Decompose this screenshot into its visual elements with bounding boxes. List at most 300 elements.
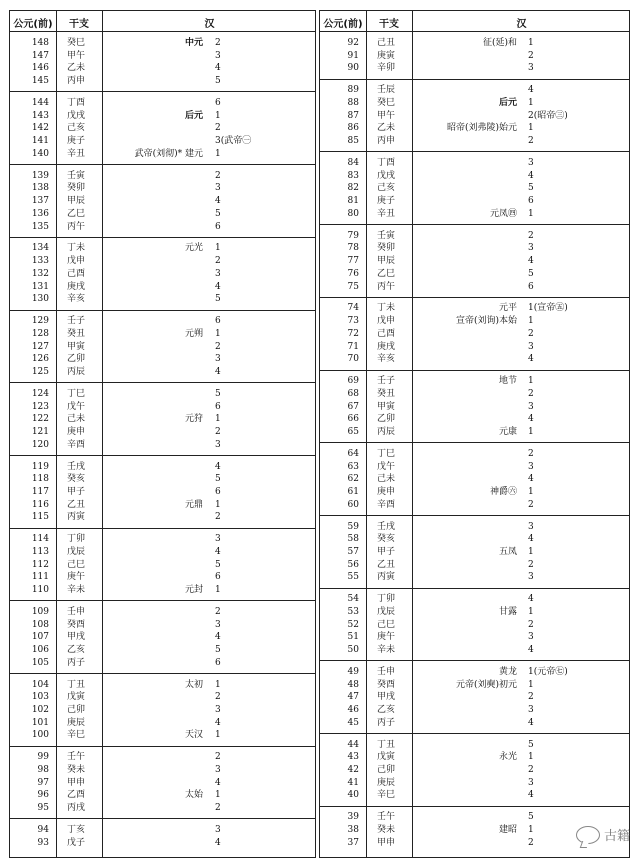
year-cell: 69: [347, 376, 359, 387]
ganzhi-cell: 甲申: [67, 777, 86, 788]
reign-year-cell: 1: [528, 486, 534, 497]
group-separator: [320, 370, 629, 371]
year-cell: 102: [31, 705, 49, 715]
group-separator: [320, 442, 629, 443]
reign-year-cell: 2: [528, 837, 534, 848]
table-right: [319, 10, 630, 858]
reign-year-cell: 6: [215, 98, 221, 108]
ganzhi-cell: 壬午: [67, 752, 86, 763]
year-cell: 87: [347, 110, 359, 121]
year-cell: 108: [31, 619, 49, 630]
year-cell: 121: [31, 426, 49, 437]
year-cell: 52: [347, 619, 359, 630]
ganzhi-cell: 甲午: [377, 110, 396, 121]
era-cell: 天汉: [184, 730, 203, 741]
ganzhi-cell: 乙巳: [67, 208, 86, 219]
wechat-icon: [576, 826, 600, 844]
watermark: [576, 825, 630, 844]
ganzhi-cell: 庚申: [67, 426, 86, 437]
year-cell: 84: [347, 158, 359, 168]
year-cell: 64: [347, 448, 359, 459]
year-cell: 38: [347, 825, 359, 835]
ganzhi-cell: 辛丑: [377, 208, 396, 219]
year-cell: 73: [347, 316, 359, 327]
reign-year-cell: 2: [215, 752, 221, 763]
year-cell: 130: [31, 294, 49, 305]
ganzhi-cell: 甲申: [377, 837, 396, 848]
ganzhi-cell: 癸未: [377, 825, 396, 835]
ganzhi-cell: 戊午: [67, 401, 86, 412]
reign-year-cell: 3: [528, 243, 534, 254]
reign-year-cell: 4: [528, 594, 534, 605]
ganzhi-cell: 庚辰: [377, 777, 396, 788]
era-cell: 太始: [184, 790, 203, 801]
ganzhi-cell: 己亥: [377, 183, 396, 194]
year-cell: 60: [347, 499, 359, 510]
era-cell: 甘露: [498, 606, 517, 617]
ganzhi-cell: 戊辰: [377, 606, 396, 617]
year-cell: 107: [31, 632, 49, 643]
ganzhi-cell: 丙戌: [67, 803, 86, 814]
year-cell: 41: [347, 777, 359, 788]
reign-year-cell: 5: [215, 76, 221, 87]
reign-year-cell: 3: [528, 158, 534, 168]
year-cell: 62: [347, 474, 359, 485]
header-han: 汉: [204, 19, 215, 30]
year-cell: 40: [347, 790, 359, 801]
year-cell: 44: [347, 739, 359, 750]
reign-year-cell: 4: [215, 632, 221, 643]
ganzhi-cell: 己酉: [67, 268, 86, 279]
ganzhi-cell: 壬午: [377, 812, 396, 823]
year-cell: 138: [31, 183, 49, 194]
ganzhi-cell: 戊戌: [67, 110, 86, 121]
year-cell: 118: [31, 474, 49, 485]
ganzhi-cell: 戊子: [67, 837, 86, 848]
year-cell: 147: [31, 50, 49, 61]
reign-year-cell: 1: [528, 98, 534, 108]
ganzhi-cell: 辛酉: [67, 439, 86, 450]
reign-year-cell: 3: [215, 183, 221, 194]
ganzhi-cell: 庚午: [67, 572, 86, 583]
reign-year-cell: 1: [215, 790, 221, 801]
year-cell: 139: [31, 170, 49, 181]
year-cell: 53: [347, 606, 359, 617]
ganzhi-cell: 乙巳: [377, 268, 396, 279]
ganzhi-cell: 辛亥: [67, 294, 86, 305]
reign-year-cell: 3: [215, 354, 221, 365]
year-cell: 51: [347, 632, 359, 643]
reign-year-cell: 4: [215, 281, 221, 292]
reign-year-cell: 1: [528, 426, 534, 437]
ganzhi-cell: 壬寅: [67, 170, 86, 181]
ganzhi-cell: 庚午: [377, 632, 396, 643]
group-separator: [10, 382, 315, 383]
reign-year-cell: 4: [215, 546, 221, 557]
header-ganzhi: 干支: [69, 19, 89, 30]
year-cell: 105: [31, 657, 49, 668]
ganzhi-cell: 壬寅: [377, 230, 396, 241]
reign-year-cell: 5: [528, 812, 534, 823]
era-cell: 征(延)和: [482, 38, 517, 48]
ganzhi-cell: 己未: [377, 474, 396, 485]
ganzhi-cell: 癸未: [67, 765, 86, 775]
header-han: 汉: [516, 19, 527, 30]
year-cell: 49: [347, 666, 359, 677]
ganzhi-cell: 乙卯: [377, 414, 396, 425]
year-cell: 144: [31, 98, 49, 108]
ganzhi-cell: 戊寅: [377, 752, 396, 763]
reign-year-cell: 2: [215, 123, 221, 134]
reign-year-cell: 2: [215, 256, 221, 267]
reign-year-cell: 4: [528, 256, 534, 267]
reign-year-cell: 6: [528, 281, 534, 292]
reign-year-cell: 2: [528, 448, 534, 459]
ganzhi-cell: 甲辰: [67, 196, 86, 207]
reign-year-cell: 2: [215, 341, 221, 352]
reign-year-cell: 2: [215, 170, 221, 181]
reign-year-cell: 4: [215, 717, 221, 728]
year-cell: 140: [31, 148, 49, 159]
ganzhi-cell: 乙亥: [377, 705, 396, 715]
ganzhi-cell: 癸卯: [377, 243, 396, 254]
year-cell: 137: [31, 196, 49, 207]
ganzhi-cell: 丁酉: [67, 98, 86, 108]
year-cell: 119: [31, 461, 49, 472]
group-separator: [10, 746, 315, 747]
reign-year-cell: 3: [528, 461, 534, 472]
year-cell: 71: [347, 341, 359, 352]
year-cell: 116: [31, 499, 49, 510]
year-cell: 47: [347, 692, 359, 703]
ganzhi-cell: 乙酉: [67, 790, 86, 801]
reign-year-cell: 3: [528, 705, 534, 715]
ganzhi-cell: 庚戌: [67, 281, 86, 292]
era-cell: 元狩: [184, 414, 203, 425]
reign-year-cell: 1: [215, 499, 221, 510]
ganzhi-cell: 戊午: [377, 461, 396, 472]
year-cell: 101: [31, 717, 49, 728]
reign-year-cell: 6: [215, 572, 221, 583]
reign-year-cell: 3: [215, 534, 221, 545]
ganzhi-cell: 甲戌: [377, 692, 396, 703]
header-year: 公元(前): [13, 19, 53, 30]
reign-year-cell: 1: [215, 110, 221, 121]
ganzhi-cell: 癸酉: [377, 679, 396, 690]
year-cell: 77: [347, 256, 359, 267]
reign-year-cell: 6: [215, 316, 221, 327]
ganzhi-cell: 壬子: [67, 316, 86, 327]
year-cell: 115: [31, 512, 49, 523]
reign-year-cell: 2: [215, 803, 221, 814]
ganzhi-cell: 辛未: [67, 585, 86, 595]
year-cell: 42: [347, 765, 359, 775]
reign-year-cell: 5: [528, 183, 534, 194]
era-cell: 元平: [498, 303, 517, 314]
reign-year-cell: 1: [528, 546, 534, 557]
ganzhi-cell: 丙寅: [67, 512, 86, 523]
era-cell: 元封: [184, 585, 203, 595]
ganzhi-cell: 甲戌: [67, 632, 86, 643]
group-separator: [10, 600, 315, 601]
reign-year-cell: 4: [215, 461, 221, 472]
era-cell: 元鼎: [184, 499, 203, 510]
reign-year-cell: 1: [528, 376, 534, 387]
reign-year-cell: 6: [215, 657, 221, 668]
reign-year-cell: 1: [215, 328, 221, 339]
ganzhi-cell: 壬申: [67, 606, 86, 617]
ganzhi-cell: 庚辰: [67, 717, 86, 728]
ganzhi-cell: 辛丑: [67, 148, 86, 159]
year-cell: 131: [31, 281, 49, 292]
ganzhi-cell: 己巳: [67, 559, 86, 570]
group-separator: [320, 79, 629, 80]
year-cell: 43: [347, 752, 359, 763]
ganzhi-cell: 甲辰: [377, 256, 396, 267]
reign-year-cell: 1: [528, 679, 534, 690]
reign-year-cell: 4: [528, 85, 534, 96]
era-cell: 元帝(刘奭)初元: [455, 679, 517, 690]
reign-year-cell: 2: [528, 328, 534, 339]
reign-year-cell: 1: [215, 414, 221, 425]
ganzhi-cell: 己未: [67, 414, 86, 425]
year-cell: 148: [31, 38, 49, 48]
reign-year-cell: 1: [528, 606, 534, 617]
ganzhi-cell: 己巳: [377, 619, 396, 630]
reign-year-cell: 3(武帝㊀: [215, 136, 252, 147]
ganzhi-cell: 癸酉: [67, 619, 86, 630]
reign-year-cell: 3: [215, 705, 221, 715]
ganzhi-cell: 乙丑: [67, 499, 86, 510]
reign-year-cell: 5: [215, 645, 221, 655]
table-left: [9, 10, 316, 858]
reign-year-cell: 2: [528, 136, 534, 147]
reign-year-cell: 2: [528, 765, 534, 775]
ganzhi-cell: 壬戌: [67, 461, 86, 472]
group-separator: [10, 91, 315, 92]
year-cell: 92: [347, 38, 359, 48]
ganzhi-cell: 丁巳: [377, 448, 396, 459]
ganzhi-cell: 癸巳: [377, 98, 396, 108]
reign-year-cell: 2: [215, 692, 221, 703]
year-cell: 112: [31, 559, 49, 570]
ganzhi-cell: 辛巳: [67, 730, 86, 741]
year-cell: 129: [31, 316, 49, 327]
year-cell: 99: [37, 752, 49, 763]
ganzhi-cell: 丙午: [67, 221, 86, 232]
ganzhi-cell: 丙寅: [377, 572, 396, 583]
reign-year-cell: 4: [528, 717, 534, 728]
year-cell: 113: [31, 546, 49, 557]
era-cell: 中元: [184, 38, 203, 48]
reign-year-cell: 2: [528, 559, 534, 570]
era-cell: 元光: [184, 243, 203, 254]
reign-year-cell: 1(元帝㊆): [528, 666, 568, 677]
ganzhi-cell: 己卯: [377, 765, 396, 775]
year-cell: 109: [31, 606, 49, 617]
reign-year-cell: 2: [215, 426, 221, 437]
era-cell: 后元: [498, 98, 517, 108]
group-separator: [10, 673, 315, 674]
year-cell: 61: [347, 486, 359, 497]
reign-year-cell: 2: [215, 512, 221, 523]
year-cell: 123: [31, 401, 49, 412]
era-cell: 昭帝(刘弗陵)始元: [446, 123, 517, 134]
ganzhi-cell: 戊申: [377, 316, 396, 327]
reign-year-cell: 4: [215, 777, 221, 788]
year-cell: 56: [347, 559, 359, 570]
year-cell: 98: [37, 765, 49, 775]
era-cell: 元朔: [184, 328, 203, 339]
ganzhi-cell: 丙午: [377, 281, 396, 292]
year-cell: 68: [347, 388, 359, 399]
year-cell: 90: [347, 63, 359, 74]
ganzhi-cell: 戊辰: [67, 546, 86, 557]
era-cell: 神爵㊅: [489, 486, 517, 497]
ganzhi-cell: 甲子: [377, 546, 396, 557]
group-separator: [10, 237, 315, 238]
reign-year-cell: 2: [528, 388, 534, 399]
reign-year-cell: 1: [528, 825, 534, 835]
year-cell: 65: [347, 426, 359, 437]
group-separator: [10, 455, 315, 456]
ganzhi-cell: 己卯: [67, 705, 86, 715]
reign-year-cell: 2: [528, 692, 534, 703]
reign-year-cell: 3: [528, 341, 534, 352]
reign-year-cell: 1: [528, 752, 534, 763]
year-cell: 79: [347, 230, 359, 241]
year-cell: 104: [31, 679, 49, 690]
ganzhi-cell: 庚戌: [377, 341, 396, 352]
ganzhi-cell: 乙丑: [377, 559, 396, 570]
year-cell: 100: [31, 730, 49, 741]
group-separator: [320, 515, 629, 516]
year-cell: 114: [31, 534, 49, 545]
reign-year-cell: 1: [215, 730, 221, 741]
reign-year-cell: 3: [215, 619, 221, 630]
ganzhi-cell: 癸丑: [67, 328, 86, 339]
reign-year-cell: 5: [215, 294, 221, 305]
year-cell: 143: [31, 110, 49, 121]
year-cell: 76: [347, 268, 359, 279]
era-cell: 后元: [184, 110, 203, 121]
ganzhi-cell: 庚子: [377, 196, 396, 207]
reign-year-cell: 3: [528, 63, 534, 74]
reign-year-cell: 2: [528, 230, 534, 241]
era-cell: 元凤㊃: [489, 208, 517, 219]
year-cell: 93: [37, 837, 49, 848]
reign-year-cell: 6: [215, 486, 221, 497]
year-cell: 48: [347, 679, 359, 690]
year-cell: 133: [31, 256, 49, 267]
year-cell: 91: [347, 50, 359, 61]
group-separator: [320, 806, 629, 807]
reign-year-cell: 3: [528, 572, 534, 583]
reign-year-cell: 1: [528, 208, 534, 219]
year-cell: 142: [31, 123, 49, 134]
ganzhi-cell: 己亥: [67, 123, 86, 134]
reign-year-cell: 5: [528, 739, 534, 750]
ganzhi-cell: 甲午: [67, 50, 86, 61]
ganzhi-cell: 乙卯: [67, 354, 86, 365]
reign-year-cell: 1: [215, 679, 221, 690]
ganzhi-cell: 丁卯: [377, 594, 396, 605]
ganzhi-cell: 癸巳: [67, 38, 86, 48]
ganzhi-cell: 己丑: [377, 38, 396, 48]
reign-year-cell: 4: [528, 645, 534, 655]
year-cell: 146: [31, 63, 49, 74]
reign-year-cell: 1: [215, 148, 221, 159]
ganzhi-cell: 辛卯: [377, 63, 396, 74]
year-cell: 135: [31, 221, 49, 232]
year-cell: 95: [37, 803, 49, 814]
reign-year-cell: 1: [215, 585, 221, 595]
ganzhi-cell: 戊戌: [377, 170, 396, 181]
ganzhi-cell: 辛巳: [377, 790, 396, 801]
year-cell: 39: [347, 812, 359, 823]
ganzhi-cell: 壬子: [377, 376, 396, 387]
year-cell: 94: [37, 825, 49, 835]
group-separator: [320, 297, 629, 298]
year-cell: 111: [31, 572, 49, 583]
reign-year-cell: 4: [215, 366, 221, 377]
reign-year-cell: 1: [528, 38, 534, 48]
ganzhi-cell: 辛酉: [377, 499, 396, 510]
reign-year-cell: 3: [215, 50, 221, 61]
ganzhi-cell: 丁巳: [67, 388, 86, 399]
year-cell: 136: [31, 208, 49, 219]
ganzhi-cell: 庚寅: [377, 50, 396, 61]
group-separator: [320, 588, 629, 589]
reign-year-cell: 5: [528, 268, 534, 279]
year-cell: 59: [347, 521, 359, 532]
ganzhi-cell: 庚申: [377, 486, 396, 497]
group-separator: [320, 660, 629, 661]
era-cell: 五凤: [498, 546, 517, 557]
ganzhi-cell: 丁丑: [67, 679, 86, 690]
reign-year-cell: 3: [528, 521, 534, 532]
year-cell: 74: [347, 303, 359, 314]
group-separator: [10, 528, 315, 529]
year-cell: 55: [347, 572, 359, 583]
ganzhi-cell: 丙辰: [377, 426, 396, 437]
reign-year-cell: 3: [528, 777, 534, 788]
ganzhi-cell: 壬戌: [377, 521, 396, 532]
reign-year-cell: 4: [528, 534, 534, 545]
reign-year-cell: 3: [528, 632, 534, 643]
group-separator: [10, 310, 315, 311]
ganzhi-cell: 癸亥: [377, 534, 396, 545]
reign-year-cell: 4: [528, 354, 534, 365]
reign-year-cell: 3: [215, 439, 221, 450]
year-cell: 83: [347, 170, 359, 181]
year-cell: 80: [347, 208, 359, 219]
header-year: 公元(前): [323, 19, 363, 30]
era-cell: 建昭: [498, 825, 517, 835]
ganzhi-cell: 甲寅: [377, 401, 396, 412]
year-cell: 132: [31, 268, 49, 279]
era-cell: 地节: [498, 376, 517, 387]
reign-year-cell: 6: [215, 401, 221, 412]
year-cell: 124: [31, 388, 49, 399]
year-cell: 97: [37, 777, 49, 788]
reign-year-cell: 4: [528, 474, 534, 485]
ganzhi-cell: 丙申: [67, 76, 86, 87]
year-cell: 46: [347, 705, 359, 715]
year-cell: 122: [31, 414, 49, 425]
year-cell: 128: [31, 328, 49, 339]
header-ganzhi: 干支: [379, 19, 399, 30]
